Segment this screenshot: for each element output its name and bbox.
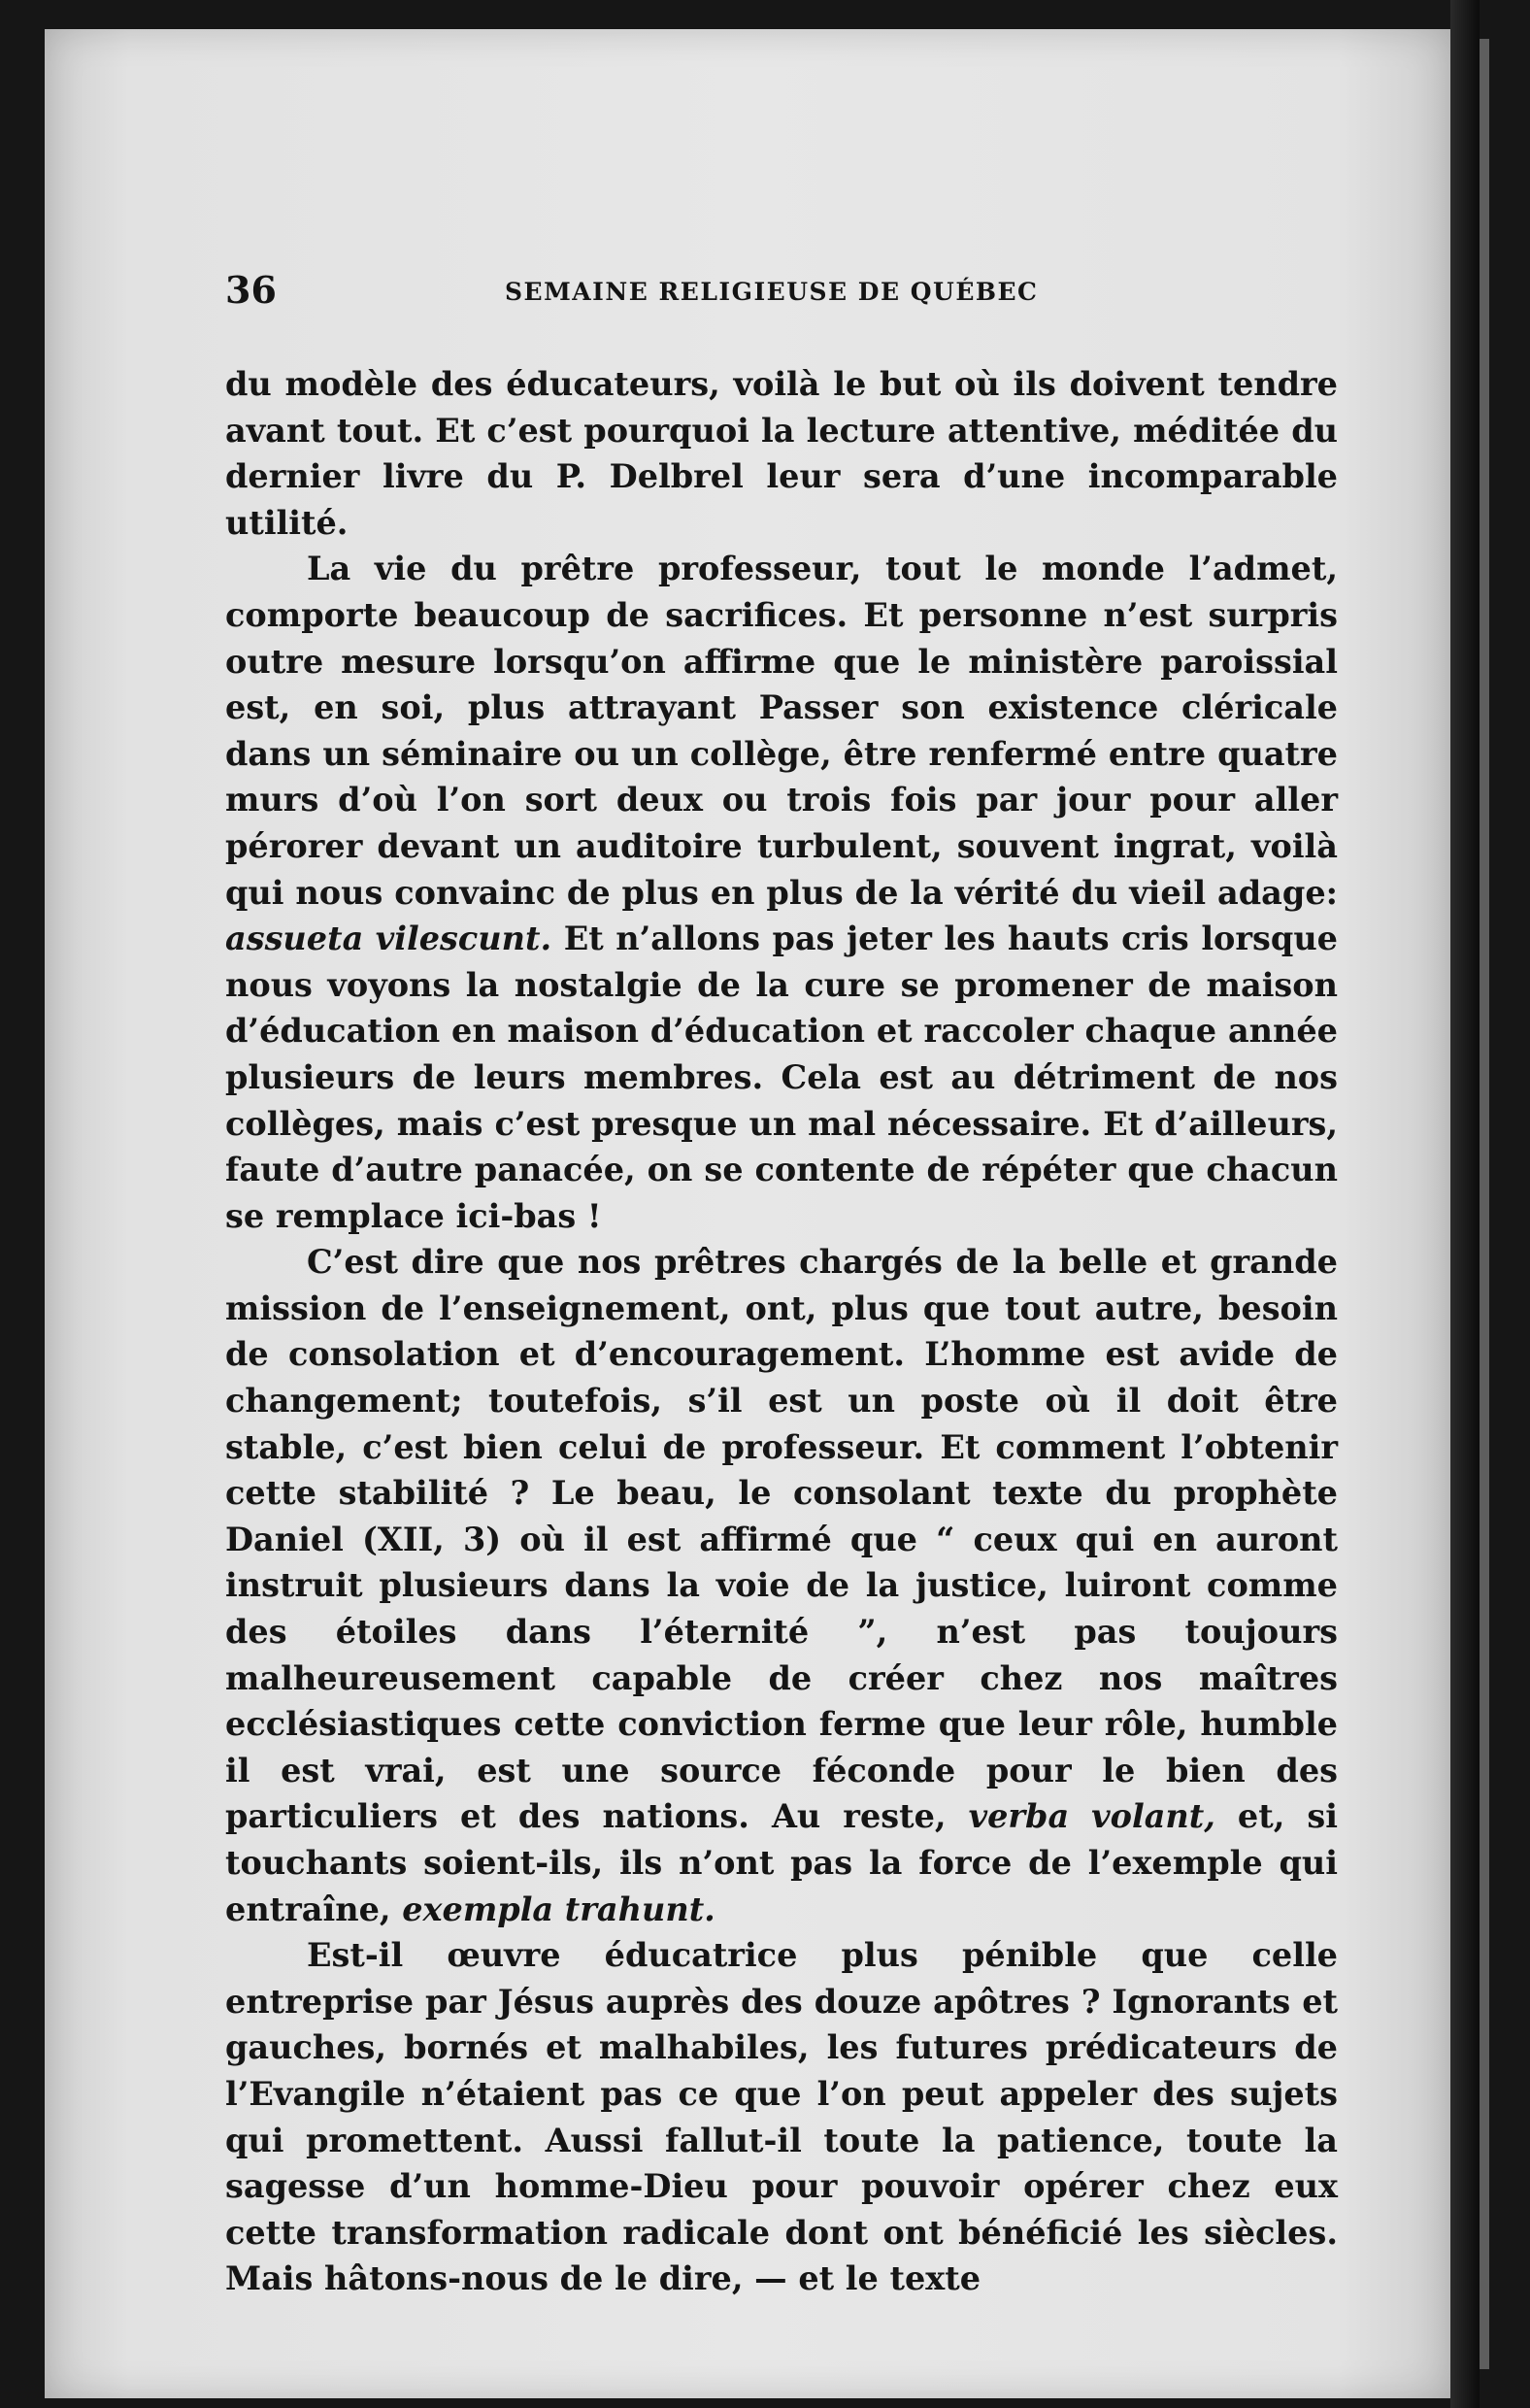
paragraph-4-text: Est-il œuvre éducatrice plus pénible que celle entreprise par Jésus auprès des douze apôtres ? Ignorants et gauches, bornés et malhabiles, les futures prédicateurs de l’Evangile n’étaient pas ce que l’on peut appeler des sujets qui promettent. Aussi fallut-il toute la patience, toute la sagesse d’un homme-Dieu pour pouvoir opérer chez eux cette transformation radicale dont ont bénéficié les siècles. Mais hâtons-nous de le dire, — et le texte bbox=[225, 1936, 1338, 2298]
paragraph-2 bbox=[225, 546, 1338, 1239]
page-number: 36 bbox=[225, 268, 277, 312]
book-gutter bbox=[1450, 0, 1480, 2408]
latin-quote-exempla: exempla trahunt. bbox=[402, 1890, 715, 1928]
latin-quote-verba: verba volant, bbox=[968, 1797, 1215, 1836]
running-head bbox=[225, 260, 1371, 318]
paragraph-2-text-start: La vie du prêtre professeur, tout le monde l’admet, comporte beaucoup de sacrifices. Et personne n’est surpris outre mesure lorsqu’on affirme que le ministère paroissial est, en soi, plus attrayant Passer son existence cléricale dans un séminaire ou un collège, être renfermé entre quatre murs d’où l’on sort deux ou trois fois par jour pour aller pérorer devant un auditoire turbulent, souvent ingrat, voilà qui nous convainc de plus en plus de la vérité du vieil adage: bbox=[225, 550, 1338, 912]
body-text bbox=[225, 361, 1338, 2302]
paragraph-3-text-middle: et, si touchants soient-ils, ils n’ont pas la force de l’exemple qui entraîne, bbox=[225, 1797, 1338, 1928]
latin-quote-assueta: assueta vilescunt. bbox=[225, 920, 552, 958]
paragraph-4 bbox=[225, 1932, 1338, 2302]
paragraph-2-text-end: Et n’allons pas jeter les hauts cris lorsque nous voyons la nostalgie de la cure se promener de maison d’éducation en maison d’éducation et raccoler chaque année plusieurs de leurs membres. Cela est au détriment de nos collèges, mais c’est presque un mal nécessaire. Et d’ailleurs, faute d’autre panacée, on se contente de répéter que chacun se remplace ici-bas ! bbox=[225, 920, 1338, 1235]
paragraph-1-text: du modèle des éducateurs, voilà le but où ils doivent tendre avant tout. Et c’est pourquoi la lecture attentive, méditée du dernier livre du P. Delbrel leur sera d’une incomparable utilité. bbox=[225, 365, 1338, 542]
running-title: SEMAINE RELIGIEUSE DE QUÉBEC bbox=[505, 278, 1039, 306]
paragraph-3 bbox=[225, 1239, 1338, 1932]
page-edge bbox=[1480, 39, 1489, 2369]
paragraph-3-text-start: C’est dire que nos prêtres chargés de la belle et grande mission de l’enseignement, ont, plus que tout autre, besoin de consolation et d’encouragement. L’homme est avide de changement; toutefois, s’il est un poste où il doit être stable, c’est bien celui de professeur. Et comment l’obtenir cette stabilité ? Le beau, le consolant texte du prophète Daniel (XII, 3) où il est affirmé que “ ceux qui en auront instruit plusieurs dans la voie de la justice, luiront comme des étoiles dans l’éternité ”, n’est pas toujours malheureusement capable de créer chez nos maîtres ecclésiastiques cette conviction ferme que leur rôle, humble il est vrai, est une source féconde pour le bien des particuliers et des nations. Au reste, bbox=[225, 1243, 1338, 1836]
paragraph-1 bbox=[225, 361, 1338, 546]
